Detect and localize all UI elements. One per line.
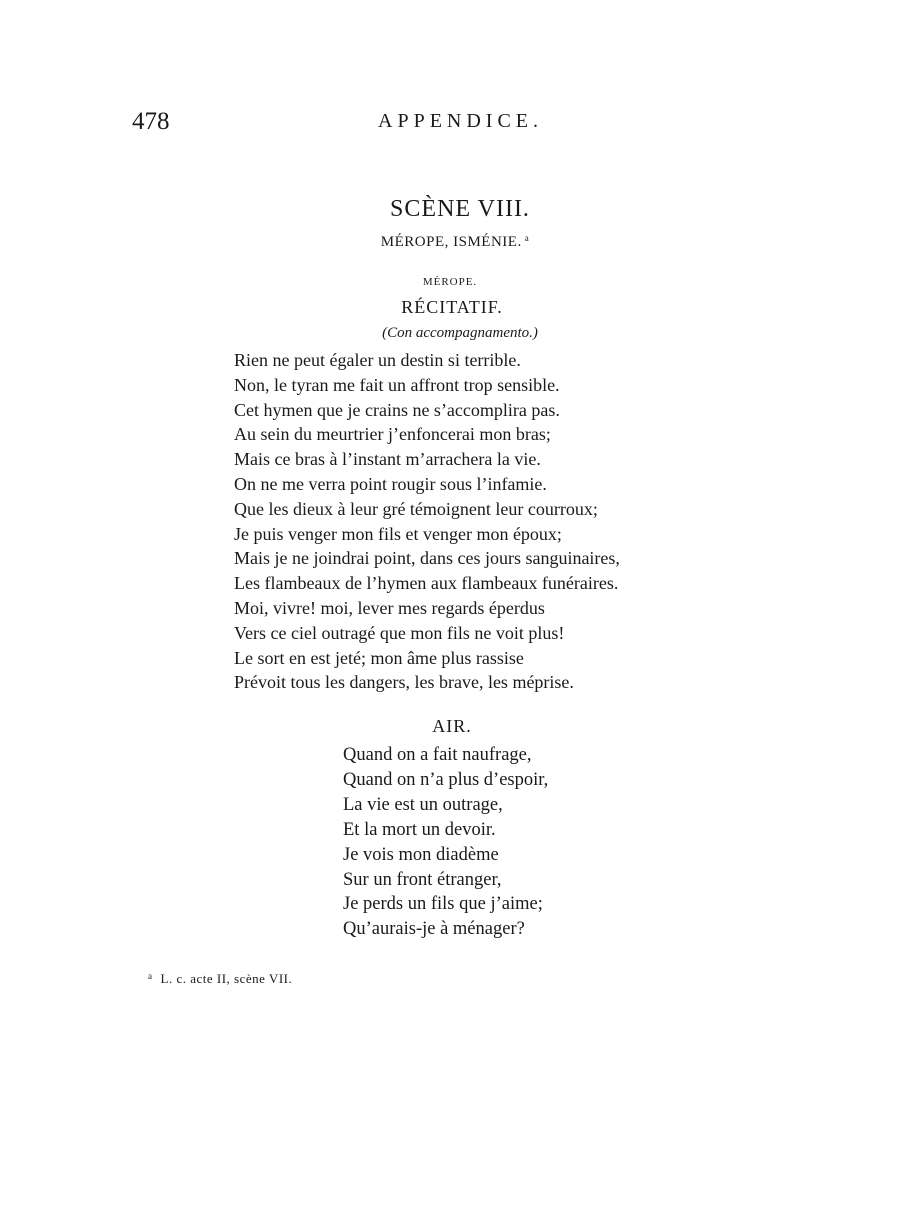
verse-line: Au sein du meurtrier j’enfoncerai mon bras; [234, 424, 551, 445]
verse-line: Je vois mon diadème [343, 844, 499, 865]
air-heading: AIR. [432, 716, 472, 736]
recitative-verses [234, 348, 620, 695]
scene-title: SCÈNE VIII. [390, 196, 530, 222]
footnote [148, 971, 292, 987]
verse-line: Quand on n’a plus d’espoir, [343, 769, 549, 790]
running-head: APPENDICE. [378, 110, 544, 132]
scene-characters [0, 233, 900, 251]
verse-line: Le sort en est jeté; mon âme plus rassise [234, 647, 524, 668]
stage-direction: (Con accompagnamento.) [382, 325, 538, 341]
verse-line: Je puis venger mon fils et venger mon époux; [234, 523, 562, 544]
recitative-heading: RÉCITATIF. [401, 297, 503, 317]
verse-line: On ne me verra point rougir sous l’infamie. [234, 473, 547, 494]
footnote-text: L. c. acte II, scène VII. [160, 971, 293, 986]
verse-line: Sur un front étranger, [343, 869, 502, 890]
verse-line: Que les dieux à leur gré témoignent leur courroux; [234, 498, 598, 519]
verse-line: La vie est un outrage, [343, 794, 503, 815]
verse-line: Moi, vivre! moi, lever mes regards éperdus [234, 597, 545, 618]
verse-line: Les flambeaux de l’hymen aux flambeaux funéraires. [234, 573, 619, 594]
speaker-name: MÉROPE. [422, 276, 478, 288]
verse-line: Mais ce bras à l’instant m’arrachera la vie. [234, 449, 541, 470]
verse-line: Prévoit tous les dangers, les brave, les méprise. [234, 672, 574, 693]
verse-line: Rien ne peut égaler un destin si terrible. [234, 350, 521, 370]
verse-line: Vers ce ciel outragé que mon fils ne voit plus! [234, 622, 565, 643]
page-number: 478 [132, 108, 170, 135]
verse-line: Mais je ne joindrai point, dans ces jours sanguinaires, [234, 548, 620, 569]
footnote-reference: a [524, 233, 530, 243]
verse-line: Cet hymen que je crains ne s’accomplira pas. [234, 399, 560, 420]
verse-line: Qu’aurais-je à ménager? [343, 919, 525, 940]
verse-line: Non, le tyran me fait un affront trop sensible. [234, 374, 560, 395]
verse-line: Je perds un fils que j’aime; [343, 894, 543, 915]
verse-line: Quand on a fait naufrage, [343, 745, 532, 765]
footnote-marker: a [148, 971, 153, 981]
verse-line: Et la mort un devoir. [343, 819, 496, 840]
air-verses [343, 743, 548, 942]
scene-characters-text: MÉROPE, ISMÉNIE. [380, 234, 522, 250]
